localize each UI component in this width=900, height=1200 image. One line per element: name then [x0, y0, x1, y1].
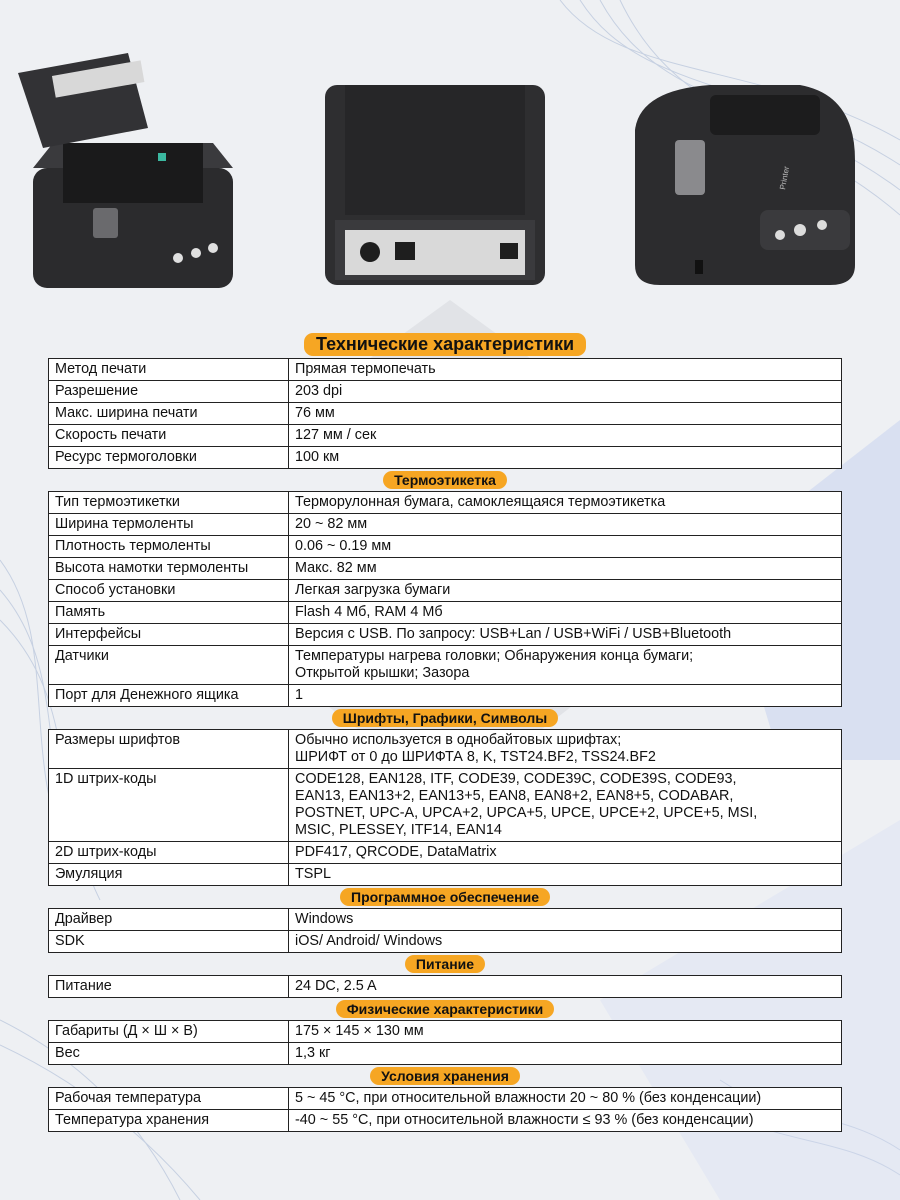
spec-value-line: Прямая термопечать	[295, 361, 436, 377]
spec-label: Метод печати	[49, 359, 289, 381]
spec-table	[48, 975, 842, 998]
spec-label: Питание	[49, 976, 289, 998]
spec-value-line: 20 ~ 82 мм	[295, 516, 368, 532]
spec-value	[289, 1088, 842, 1110]
spec-row	[49, 864, 842, 886]
spec-label: Эмуляция	[49, 864, 289, 886]
spec-value-line: Обычно используется в однобайтовых шрифтах;	[295, 732, 622, 748]
spec-label: Датчики	[49, 646, 289, 685]
spec-value	[289, 514, 842, 536]
spec-row	[49, 1110, 842, 1132]
spec-label: Разрешение	[49, 381, 289, 403]
spec-row	[49, 909, 842, 931]
spec-value-line: EAN13, EAN13+2, EAN13+5, EAN8, EAN8+2, EAN8+5, CODABAR,	[295, 788, 734, 804]
spec-value-line: 76 мм	[295, 405, 335, 421]
spec-value-line: Температуры нагрева головки; Обнаружения конца бумаги;	[295, 648, 694, 664]
spec-value	[289, 769, 842, 842]
spec-label: Габариты (Д × Ш × В)	[49, 1021, 289, 1043]
printer-photo-front	[620, 70, 870, 300]
spec-value	[289, 425, 842, 447]
spec-value-line: 0.06 ~ 0.19 мм	[295, 538, 392, 554]
spec-label: Плотность термоленты	[49, 536, 289, 558]
spec-value-line: 203 dpi	[295, 383, 343, 399]
spec-value-line: Flash 4 Мб, RAM 4 Мб	[295, 604, 443, 620]
spec-row	[49, 425, 842, 447]
spec-row	[49, 769, 842, 842]
spec-value	[289, 602, 842, 624]
section-title: Технические характеристики	[304, 333, 586, 356]
spec-label: Тип термоэтикетки	[49, 492, 289, 514]
spec-table	[48, 1087, 842, 1132]
spec-value	[289, 685, 842, 707]
spec-value	[289, 381, 842, 403]
spec-table	[48, 358, 842, 469]
section-title: Шрифты, Графики, Символы	[332, 709, 558, 727]
spec-value	[289, 359, 842, 381]
spec-value-line: CODE128, EAN128, ITF, CODE39, CODE39C, CODE39S, CODE93,	[295, 771, 737, 787]
spec-value-line: PDF417, QRCODE, DataMatrix	[295, 844, 497, 860]
spec-value-line: ШРИФТ от 0 до ШРИФТА 8, K, TST24.BF2, TSS24.BF2	[295, 749, 656, 765]
spec-value	[289, 864, 842, 886]
spec-label: Ширина термоленты	[49, 514, 289, 536]
spec-value-line: 24 DC, 2.5 A	[295, 978, 377, 994]
spec-value-line: iOS/ Android/ Windows	[295, 933, 443, 949]
spec-row	[49, 536, 842, 558]
spec-label: Вес	[49, 1043, 289, 1065]
printer-photo-back	[315, 70, 555, 300]
spec-value	[289, 730, 842, 769]
spec-row	[49, 1043, 842, 1065]
spec-value-line: 100 км	[295, 449, 340, 465]
spec-label: Высота намотки термоленты	[49, 558, 289, 580]
section-title: Термоэтикетка	[383, 471, 507, 489]
spec-value-line: POSTNET, UPC-A, UPCA+2, UPCA+5, UPCE, UPCE+2, UPCE+5, MSI,	[295, 805, 758, 821]
spec-value-line: 1,3 кг	[295, 1045, 331, 1061]
spec-value-line: 127 мм / сек	[295, 427, 377, 443]
specifications	[48, 333, 842, 1132]
spec-row	[49, 447, 842, 469]
spec-value-line: TSPL	[295, 866, 331, 882]
spec-value	[289, 1021, 842, 1043]
spec-value	[289, 931, 842, 953]
spec-value	[289, 536, 842, 558]
spec-label: Ресурс термоголовки	[49, 447, 289, 469]
spec-value	[289, 646, 842, 685]
printer-photo-open-lid	[8, 48, 248, 298]
spec-value	[289, 580, 842, 602]
spec-value-line: MSIC, PLESSEY, ITF14, EAN14	[295, 822, 502, 838]
spec-value	[289, 1043, 842, 1065]
spec-row	[49, 1088, 842, 1110]
spec-row	[49, 602, 842, 624]
spec-value-line: Макс. 82 мм	[295, 560, 377, 576]
spec-row	[49, 685, 842, 707]
spec-value	[289, 403, 842, 425]
spec-value	[289, 558, 842, 580]
section-title: Условия хранения	[370, 1067, 520, 1085]
spec-row	[49, 580, 842, 602]
section-title: Питание	[405, 955, 485, 973]
spec-label: Интерфейсы	[49, 624, 289, 646]
spec-value-line: Windows	[295, 911, 354, 927]
spec-row	[49, 730, 842, 769]
spec-label: Память	[49, 602, 289, 624]
spec-label: Рабочая температура	[49, 1088, 289, 1110]
spec-value	[289, 976, 842, 998]
spec-value-line: Легкая загрузка бумаги	[295, 582, 451, 598]
section-title: Программное обеспечение	[340, 888, 550, 906]
spec-table	[48, 491, 842, 707]
spec-row	[49, 842, 842, 864]
spec-value-line: 175 × 145 × 130 мм	[295, 1023, 424, 1039]
spec-label: Температура хранения	[49, 1110, 289, 1132]
spec-row	[49, 381, 842, 403]
spec-row	[49, 1021, 842, 1043]
spec-value-line: 1	[295, 687, 304, 703]
spec-row	[49, 492, 842, 514]
spec-value-line: Терморулонная бумага, самоклеящаяся термоэтикетка	[295, 494, 666, 510]
spec-row	[49, 976, 842, 998]
spec-row	[49, 558, 842, 580]
spec-value	[289, 842, 842, 864]
spec-row	[49, 624, 842, 646]
spec-value-line: Версия с USB. По запросу: USB+Lan / USB+WiFi / USB+Bluetooth	[295, 626, 732, 642]
spec-label: Скорость печати	[49, 425, 289, 447]
spec-value	[289, 1110, 842, 1132]
spec-label: SDK	[49, 931, 289, 953]
spec-label: Размеры шрифтов	[49, 730, 289, 769]
spec-value	[289, 447, 842, 469]
spec-value	[289, 492, 842, 514]
spec-value	[289, 909, 842, 931]
spec-value-line: -40 ~ 55 °C, при относительной влажности ≤ 93 % (без конденсации)	[295, 1112, 754, 1128]
spec-row	[49, 646, 842, 685]
spec-row	[49, 403, 842, 425]
spec-row	[49, 359, 842, 381]
spec-label: 2D штрих-коды	[49, 842, 289, 864]
spec-label: Макс. ширина печати	[49, 403, 289, 425]
spec-label: Порт для Денежного ящика	[49, 685, 289, 707]
spec-row	[49, 514, 842, 536]
spec-label: Способ установки	[49, 580, 289, 602]
spec-table	[48, 1020, 842, 1065]
spec-value-line: Открытой крышки; Зазора	[295, 665, 470, 681]
spec-row	[49, 931, 842, 953]
spec-table	[48, 729, 842, 886]
spec-label: 1D штрих-коды	[49, 769, 289, 842]
spec-value	[289, 624, 842, 646]
spec-table	[48, 908, 842, 953]
spec-label: Драйвер	[49, 909, 289, 931]
section-title: Физические характеристики	[336, 1000, 555, 1018]
spec-value-line: 5 ~ 45 °C, при относительной влажности 20 ~ 80 % (без конденсации)	[295, 1090, 762, 1106]
svg-text:Printer: Printer	[778, 165, 792, 191]
